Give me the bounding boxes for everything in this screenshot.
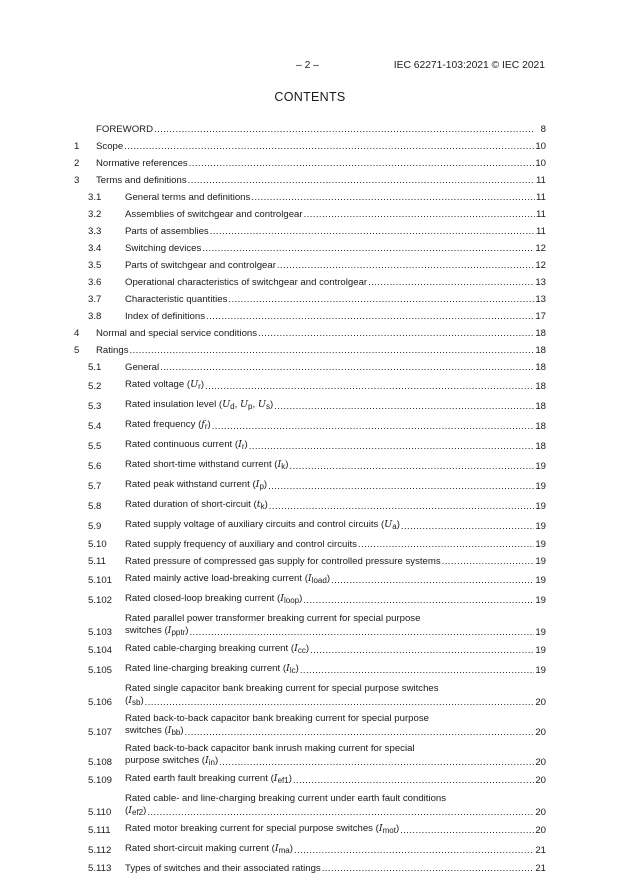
dot-leader bbox=[249, 441, 535, 453]
toc-entry[interactable] bbox=[74, 209, 546, 221]
toc-entry-page: 13 bbox=[535, 294, 546, 305]
toc-entry-title: Rated back-to-back capacitor bank inrush making current for special purpose switches $(I_{in})$ ..... 20 bbox=[125, 743, 546, 769]
toc-entry[interactable] bbox=[74, 843, 546, 857]
dot-leader bbox=[185, 727, 535, 739]
toc-entry-title: Rated short-circuit making current $(I_{ma})$ ..... 21 bbox=[125, 843, 546, 857]
dot-leader bbox=[202, 243, 534, 255]
toc-entry-number: 5.112 bbox=[88, 845, 112, 856]
toc-entry-title: Switching devices ..... 12 bbox=[125, 243, 546, 255]
dot-leader bbox=[154, 124, 535, 136]
toc-entry-title: Rated back-to-back capacitor bank breaking current for special purpose switches $(I_{bb})$ ..... 20 bbox=[125, 713, 546, 739]
toc-entry-number: 5.110 bbox=[88, 807, 112, 818]
dot-leader bbox=[331, 575, 534, 587]
toc-entry-page: 12 bbox=[535, 260, 546, 271]
toc-entry-number: 5.5 bbox=[88, 441, 102, 452]
dot-leader bbox=[160, 362, 534, 374]
toc-entry-page: 19 bbox=[535, 501, 546, 512]
toc-entry-title: Rated pressure of compressed gas supply for controlled pressure systems ..... 19 bbox=[125, 556, 546, 568]
toc-entry[interactable] bbox=[74, 593, 546, 607]
toc-entry-number: 5.105 bbox=[88, 665, 113, 676]
toc-entry-page: 8 bbox=[540, 124, 546, 135]
table-of-contents bbox=[74, 124, 546, 880]
toc-entry-page: 18 bbox=[535, 381, 546, 392]
toc-entry[interactable] bbox=[74, 743, 546, 769]
dot-leader bbox=[219, 757, 534, 769]
toc-entry-title: Normal and special service conditions ..... 18 bbox=[96, 328, 546, 340]
toc-entry[interactable] bbox=[74, 539, 546, 551]
toc-entry[interactable] bbox=[74, 124, 546, 136]
toc-entry-page: 18 bbox=[535, 328, 546, 339]
toc-entry-title: Rated supply frequency of auxiliary and control circuits ..... 19 bbox=[125, 539, 546, 551]
toc-entry-title: Rated mainly active load-breaking current $(I_{load})$ ..... 19 bbox=[125, 573, 546, 587]
toc-entry[interactable] bbox=[74, 556, 546, 568]
dot-leader bbox=[442, 556, 535, 568]
toc-entry-page: 12 bbox=[535, 243, 546, 254]
toc-entry[interactable] bbox=[74, 663, 546, 677]
toc-entry-title: Characteristic quantities ..... 13 bbox=[125, 294, 546, 306]
dot-leader bbox=[400, 825, 534, 837]
toc-entry-page: 19 bbox=[535, 665, 546, 676]
toc-entry-page: 19 bbox=[535, 645, 546, 656]
toc-entry[interactable] bbox=[74, 573, 546, 587]
toc-entry-title: Types of switches and their associated ratings ..... 21 bbox=[125, 863, 546, 875]
toc-entry[interactable] bbox=[74, 519, 546, 533]
toc-entry-number: 5.102 bbox=[88, 595, 113, 606]
toc-entry-title: Rated closed-loop breaking current $(I_{loop})$ ..... 19 bbox=[125, 593, 546, 607]
toc-entry-page: 18 bbox=[535, 421, 546, 432]
dot-leader bbox=[228, 294, 534, 306]
dot-leader bbox=[274, 401, 534, 413]
toc-entry-number: 4 bbox=[74, 328, 80, 339]
toc-entry[interactable] bbox=[74, 294, 546, 306]
toc-entry-page: 20 bbox=[535, 757, 546, 768]
toc-entry-number: 5.4 bbox=[88, 421, 102, 432]
toc-entry[interactable] bbox=[74, 713, 546, 739]
toc-entry-number: 5.103 bbox=[88, 627, 113, 638]
toc-entry-title: Rated supply voltage of auxiliary circuits and control circuits $(U_a)$ ..... 19 bbox=[125, 519, 546, 533]
toc-entry-page: 19 bbox=[535, 627, 546, 638]
toc-entry[interactable] bbox=[74, 311, 546, 323]
dot-leader bbox=[188, 175, 535, 187]
dot-leader bbox=[210, 226, 535, 238]
toc-entry-title: Rated frequency $(f_r)$ ..... 18 bbox=[125, 419, 546, 433]
toc-entry-number: 1 bbox=[74, 141, 80, 152]
toc-entry-title: Parts of assemblies ..... 11 bbox=[125, 226, 546, 238]
dot-leader bbox=[189, 627, 534, 639]
toc-entry-page: 19 bbox=[535, 539, 546, 550]
toc-entry-number: 5.111 bbox=[88, 825, 111, 836]
toc-entry-number: 5.6 bbox=[88, 461, 102, 472]
toc-entry-page: 19 bbox=[535, 521, 546, 532]
toc-entry-number: 3.8 bbox=[88, 311, 102, 322]
toc-entry-number: 5.8 bbox=[88, 501, 102, 512]
toc-entry[interactable] bbox=[74, 260, 546, 272]
toc-entry-title: Rated line-charging breaking current $(I_{lc})$ ..... 19 bbox=[125, 663, 546, 677]
toc-entry[interactable] bbox=[74, 419, 546, 433]
toc-entry-number: 5.2 bbox=[88, 381, 102, 392]
toc-entry-page: 10 bbox=[535, 158, 546, 169]
dot-leader bbox=[206, 311, 534, 323]
toc-entry[interactable] bbox=[74, 362, 546, 374]
toc-entry-number: 5.106 bbox=[88, 697, 113, 708]
toc-entry[interactable] bbox=[74, 277, 546, 289]
toc-entry-page: 19 bbox=[535, 575, 546, 586]
toc-entry[interactable] bbox=[74, 328, 546, 340]
toc-entry-page: 18 bbox=[535, 441, 546, 452]
toc-entry-title: FOREWORD ..... 8 bbox=[96, 124, 546, 136]
dot-leader bbox=[303, 595, 534, 607]
toc-entry[interactable] bbox=[74, 823, 546, 837]
toc-entry-title: General ..... 18 bbox=[125, 362, 546, 374]
dot-leader bbox=[124, 141, 534, 153]
toc-entry-number: 5.113 bbox=[88, 863, 112, 874]
dot-leader bbox=[258, 328, 534, 340]
toc-entry-title: Rated parallel power transformer breaking current for special purpose switches $(I_{pptr})$ ..... 19 bbox=[125, 613, 546, 639]
toc-entry-title: Rated earth fault breaking current $(I_{ef1})$ ..... 20 bbox=[125, 773, 546, 787]
toc-entry-number: 5.108 bbox=[88, 757, 113, 768]
toc-entry-title: Normative references ..... 10 bbox=[96, 158, 546, 170]
toc-entry-title: Rated peak withstand current $(I_p)$ ..... 19 bbox=[125, 479, 546, 493]
toc-entry-title: Rated continuous current $(I_r)$ ..... 18 bbox=[125, 439, 546, 453]
dot-leader bbox=[368, 277, 534, 289]
toc-entry[interactable] bbox=[74, 499, 546, 513]
toc-entry-page: 11 bbox=[536, 226, 546, 237]
toc-entry-number: 3.2 bbox=[88, 209, 102, 220]
toc-entry-number: 3.6 bbox=[88, 277, 102, 288]
toc-entry[interactable] bbox=[74, 613, 546, 639]
toc-entry[interactable] bbox=[74, 683, 546, 709]
toc-entry-page: 20 bbox=[535, 697, 546, 708]
toc-entry-title: Rated single capacitor bank breaking current for special purpose switches $(I_{sb})$ ..... 20 bbox=[125, 683, 546, 709]
toc-entry-number: 5.9 bbox=[88, 521, 102, 532]
page-header bbox=[0, 60, 620, 74]
toc-entry-number: 5.109 bbox=[88, 775, 113, 786]
dot-leader bbox=[322, 863, 535, 875]
toc-entry[interactable] bbox=[74, 226, 546, 238]
toc-entry[interactable] bbox=[74, 379, 546, 393]
toc-entry-title: Ratings ..... 18 bbox=[96, 345, 546, 357]
dot-leader bbox=[205, 381, 534, 393]
toc-entry[interactable] bbox=[74, 459, 546, 473]
toc-entry-page: 20 bbox=[535, 807, 546, 818]
toc-entry-title: Terms and definitions ..... 11 bbox=[96, 175, 546, 187]
toc-entry-page: 13 bbox=[535, 277, 546, 288]
toc-entry[interactable] bbox=[74, 439, 546, 453]
toc-entry[interactable] bbox=[74, 773, 546, 787]
toc-entry[interactable] bbox=[74, 192, 546, 204]
toc-entry-title: Index of definitions ..... 17 bbox=[125, 311, 546, 323]
toc-entry-title: Scope ..... 10 bbox=[96, 141, 546, 153]
toc-entry[interactable] bbox=[74, 345, 546, 357]
toc-entry[interactable] bbox=[74, 863, 546, 875]
dot-leader bbox=[358, 539, 534, 551]
dot-leader bbox=[290, 461, 535, 473]
dot-leader bbox=[310, 645, 534, 657]
toc-entry-page: 18 bbox=[535, 362, 546, 373]
toc-entry-number: 3.3 bbox=[88, 226, 102, 237]
toc-entry-number: 5.3 bbox=[88, 401, 102, 412]
toc-entry-title: Rated cable-charging breaking current $(I_{cc})$ ..... 19 bbox=[125, 643, 546, 657]
toc-entry-title: Rated motor breaking current for special purpose switches $(I_{mot})$ ..... 20 bbox=[125, 823, 546, 837]
toc-entry-page: 11 bbox=[536, 209, 546, 220]
toc-entry-number: 3.5 bbox=[88, 260, 102, 271]
toc-entry[interactable] bbox=[74, 175, 546, 187]
toc-entry-number: 5.107 bbox=[88, 727, 113, 738]
dot-leader bbox=[145, 697, 535, 709]
dot-leader bbox=[189, 158, 535, 170]
toc-entry-page: 20 bbox=[535, 775, 546, 786]
toc-entry[interactable] bbox=[74, 399, 546, 413]
dot-leader bbox=[130, 345, 535, 357]
contents-title: CONTENTS bbox=[274, 90, 346, 104]
toc-entry-title: Assemblies of switchgear and controlgear ..... 11 bbox=[125, 209, 546, 221]
toc-entry-page: 20 bbox=[535, 727, 546, 738]
toc-entry[interactable] bbox=[74, 793, 546, 819]
toc-entry-title: Rated duration of short-circuit $(t_k)$ ..... 19 bbox=[125, 499, 546, 513]
toc-entry-title: General terms and definitions ..... 11 bbox=[125, 192, 546, 204]
dot-leader bbox=[268, 481, 534, 493]
toc-entry-page: 19 bbox=[535, 556, 546, 567]
dot-leader bbox=[277, 260, 534, 272]
dot-leader bbox=[300, 665, 535, 677]
toc-entry-number: 2 bbox=[74, 158, 80, 169]
toc-entry-title: Rated cable- and line-charging breaking current under earth fault conditions $(I_{ef2})$ ..... 20 bbox=[125, 793, 546, 819]
toc-entry-number: 5.101 bbox=[88, 575, 113, 586]
toc-entry-number: 5 bbox=[74, 345, 80, 356]
toc-entry-title: Rated insulation level ($U_d$, $U_p$, $U_s$) ..... 18 bbox=[125, 399, 546, 413]
toc-entry[interactable] bbox=[74, 479, 546, 493]
toc-entry-page: 18 bbox=[535, 401, 546, 412]
dot-leader bbox=[294, 845, 534, 857]
toc-entry-number: 5.7 bbox=[88, 481, 102, 492]
toc-entry-number: 3.7 bbox=[88, 294, 102, 305]
toc-entry-page: 11 bbox=[536, 175, 546, 186]
dot-leader bbox=[147, 807, 534, 819]
toc-entry-page: 19 bbox=[535, 481, 546, 492]
toc-entry[interactable] bbox=[74, 243, 546, 255]
toc-entry-page: 21 bbox=[535, 863, 546, 874]
toc-entry-page: 17 bbox=[535, 311, 546, 322]
document-id: IEC 62271-103:2021 © IEC 2021 bbox=[393, 60, 545, 71]
page-number: – 2 – bbox=[296, 60, 319, 71]
toc-entry-page: 18 bbox=[535, 345, 546, 356]
toc-entry-page: 10 bbox=[535, 141, 546, 152]
toc-entry[interactable] bbox=[74, 158, 546, 170]
toc-entry-number: 3.4 bbox=[88, 243, 102, 254]
toc-entry-page: 21 bbox=[535, 845, 546, 856]
toc-entry-page: 20 bbox=[535, 825, 546, 836]
dot-leader bbox=[251, 192, 535, 204]
toc-entry-title: Operational characteristics of switchgear and controlgear ..... 13 bbox=[125, 277, 546, 289]
toc-entry-title: Rated voltage $(U_r)$ ..... 18 bbox=[125, 379, 546, 393]
toc-entry-number: 3 bbox=[74, 175, 80, 186]
toc-entry-number: 5.1 bbox=[88, 362, 102, 373]
toc-entry-number: 5.11 bbox=[88, 556, 106, 567]
toc-entry-number: 5.10 bbox=[88, 539, 107, 550]
dot-leader bbox=[401, 521, 534, 533]
toc-entry[interactable] bbox=[74, 141, 546, 153]
dot-leader bbox=[304, 209, 535, 221]
dot-leader bbox=[293, 775, 534, 787]
toc-entry-number: 3.1 bbox=[88, 192, 102, 203]
toc-entry-page: 11 bbox=[536, 192, 546, 203]
toc-entry-number: 5.104 bbox=[88, 645, 113, 656]
toc-entry-title: Rated short-time withstand current $(I_k)$ ..... 19 bbox=[125, 459, 546, 473]
toc-entry-title: Parts of switchgear and controlgear ..... 12 bbox=[125, 260, 546, 272]
toc-entry-page: 19 bbox=[535, 461, 546, 472]
dot-leader bbox=[269, 501, 535, 513]
dot-leader bbox=[212, 421, 535, 433]
toc-entry-page: 19 bbox=[535, 595, 546, 606]
toc-entry[interactable] bbox=[74, 643, 546, 657]
